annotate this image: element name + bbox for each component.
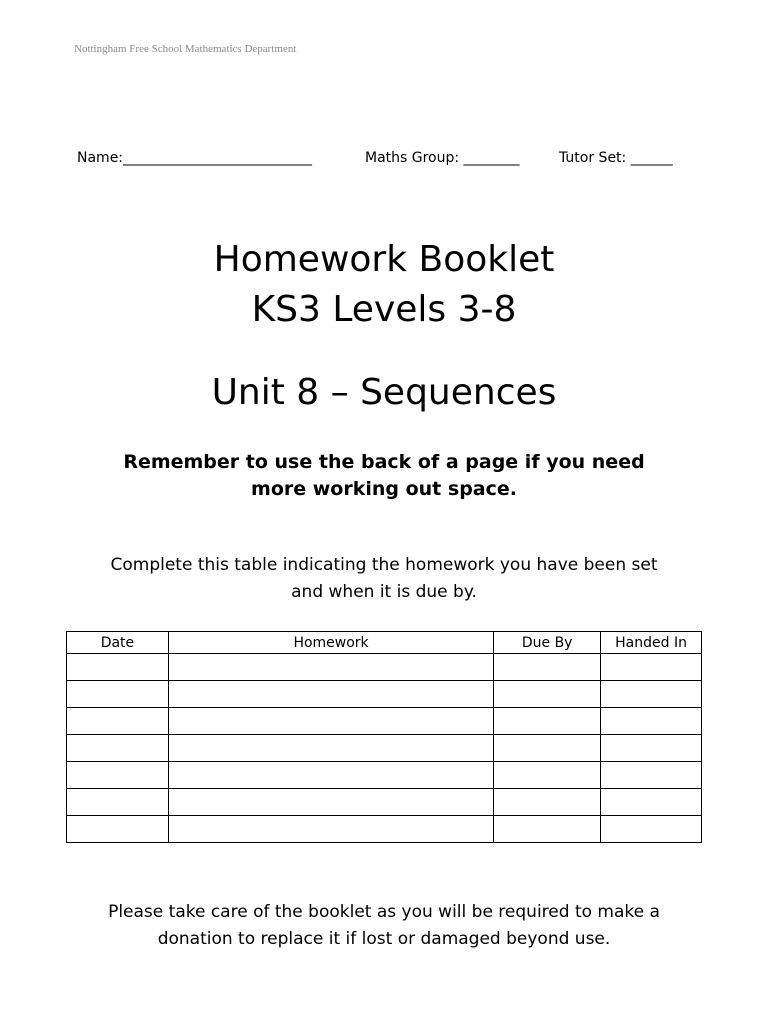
handed-in-cell[interactable]: [601, 762, 702, 789]
table-row: [67, 681, 702, 708]
unit-title: Unit 8 – Sequences: [211, 372, 557, 413]
department-header: Nottingham Free School Mathematics Department: [74, 43, 297, 55]
tutor-set-field[interactable]: Tutor Set: ______: [559, 150, 673, 166]
table-row: [67, 762, 702, 789]
handed-in-cell[interactable]: [601, 708, 702, 735]
due-by-cell[interactable]: [494, 762, 601, 789]
handed-in-cell[interactable]: [601, 681, 702, 708]
homework-cell[interactable]: [168, 681, 493, 708]
instructions-line-2: and when it is due by.: [291, 582, 477, 602]
maths-group-field[interactable]: Maths Group: ________: [365, 150, 520, 166]
table-row: [67, 708, 702, 735]
homework-cell[interactable]: [168, 789, 493, 816]
table-row: [67, 654, 702, 681]
homework-cell[interactable]: [168, 762, 493, 789]
table-row: [67, 789, 702, 816]
table-instructions: [0, 552, 768, 606]
date-cell[interactable]: [67, 762, 169, 789]
homework-cell[interactable]: [168, 654, 493, 681]
date-cell[interactable]: [67, 789, 169, 816]
handed-in-cell[interactable]: [601, 735, 702, 762]
due-by-cell[interactable]: [494, 789, 601, 816]
care-line-1: Please take care of the booklet as you will be required to make a: [108, 902, 660, 922]
date-cell[interactable]: [67, 708, 169, 735]
handed-in-cell[interactable]: [601, 789, 702, 816]
homework-cell[interactable]: [168, 816, 493, 843]
homework-cell[interactable]: [168, 735, 493, 762]
date-cell[interactable]: [67, 654, 169, 681]
reminder-line-1: Remember to use the back of a page if you need: [123, 451, 645, 473]
handed-in-cell[interactable]: [601, 816, 702, 843]
due-by-cell[interactable]: [494, 735, 601, 762]
date-cell[interactable]: [67, 681, 169, 708]
working-space-reminder: [0, 449, 768, 503]
due-by-cell[interactable]: [494, 654, 601, 681]
date-cell[interactable]: [67, 816, 169, 843]
handed-in-cell[interactable]: [601, 654, 702, 681]
table-row: [67, 816, 702, 843]
instructions-line-1: Complete this table indicating the homework you have been set: [110, 555, 658, 575]
name-field[interactable]: Name:___________________________: [77, 150, 313, 166]
reminder-line-2: more working out space.: [251, 478, 517, 500]
care-line-2: donation to replace it if lost or damaged beyond use.: [157, 929, 611, 949]
column-header-due-by: Due By: [494, 632, 601, 654]
homework-cell[interactable]: [168, 708, 493, 735]
due-by-cell[interactable]: [494, 816, 601, 843]
date-cell[interactable]: [67, 735, 169, 762]
due-by-cell[interactable]: [494, 708, 601, 735]
care-note: [0, 899, 768, 953]
booklet-levels: KS3 Levels 3-8: [251, 289, 517, 330]
column-header-handed-in: Handed In: [601, 632, 702, 654]
column-header-date: Date: [67, 632, 169, 654]
homework-table: [66, 631, 702, 843]
due-by-cell[interactable]: [494, 681, 601, 708]
table-header-row: [67, 632, 702, 654]
table-body: [67, 654, 702, 843]
table-row: [67, 735, 702, 762]
column-header-homework: Homework: [168, 632, 493, 654]
booklet-title: Homework Booklet: [213, 239, 555, 280]
